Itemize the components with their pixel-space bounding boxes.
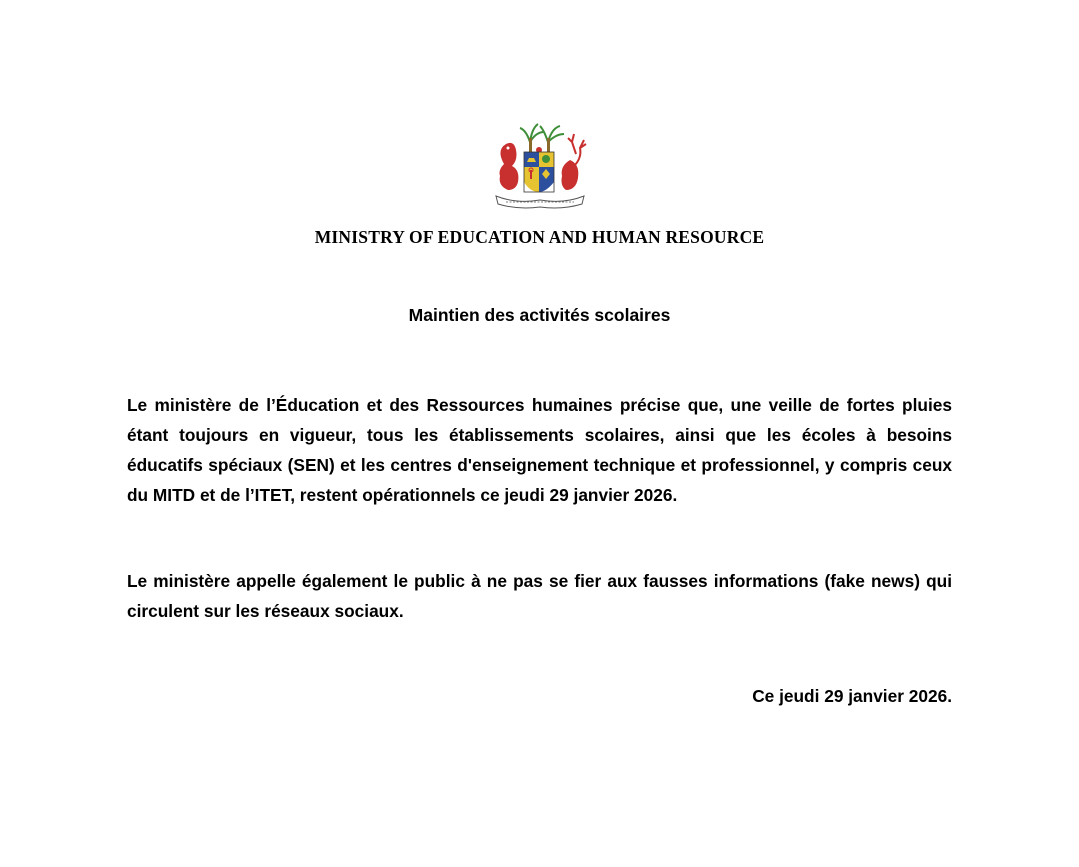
closing-date: Ce jeudi 29 janvier 2026. bbox=[752, 686, 952, 706]
coat-of-arms-icon bbox=[486, 120, 594, 212]
body-paragraph: Le ministère appelle également le public à ne pas se fier aux fausses informations (fake news) qui circulent sur les réseaux sociaux. bbox=[127, 571, 952, 621]
document-title: Maintien des activités scolaires bbox=[408, 305, 671, 325]
body-paragraph: Le ministère de l’Éducation et des Ressources humaines précise que, une veille de fortes pluies étant toujours en vigueur, tous les établissements scolaires, ainsi que les écoles à besoins éducatifs spéciaux (SEN) et les centres d'enseignement technique et professionnel, y compris ceux du MITD et de l’ITET, restent opérationnels ce jeudi 29 janvier 2026. bbox=[127, 395, 952, 505]
ministry-heading: MINISTRY OF EDUCATION AND HUMAN RESOURCE bbox=[314, 227, 765, 247]
